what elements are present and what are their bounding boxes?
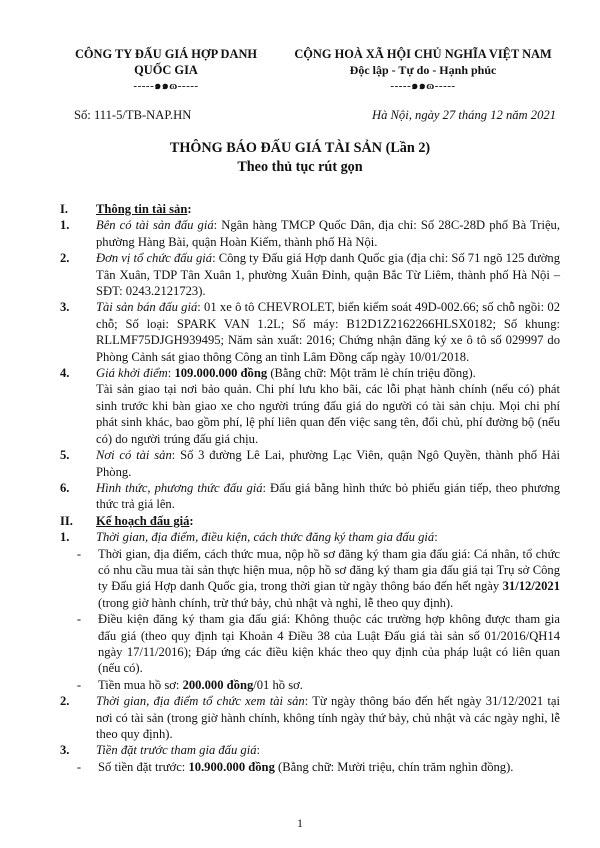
list-item: 1. Thời gian, địa điểm, điều kiện, cách thức đăng ký tham gia đấu giá: — [60, 530, 438, 545]
item-text: : Công ty Đấu giá Hợp danh Quốc gia (địa chỉ: Số 71 ngõ 125 đường Tân Xuân, TDP Tân Xuân 1, phường Xuân Đỉnh, quận Bắc Từ Liêm, thành phố Hà Nội – SĐT: 0243.2121723). — [96, 251, 560, 299]
section-number: I. — [60, 202, 69, 216]
page-number: 1 — [297, 816, 303, 830]
national-title: CỘNG HOÀ XÃ HỘI CHỦ NGHĨA VIỆT NAM — [294, 47, 552, 61]
company-name-line2: QUỐC GIA — [134, 63, 198, 77]
document-body — [60, 201, 560, 775]
section-number: II. — [60, 513, 73, 528]
item-label: Nơi có tài sản — [96, 448, 172, 463]
dash-item: - Thời gian, địa điểm, cách thức mua, nộp hồ sơ đăng ký tham gia đấu giá: Cá nhân, tổ chức có nhu cầu mua tài sản thực hiện mua, nộp hồ sơ đăng ký tham gia đấu giá tại Trụ sở Công ty Đấu giá Hợp danh Quốc gia, trong thời gian từ ngày thông báo đến hết ngày 31/12/2021 (trong giờ hành chính, trừ thứ bảy, chủ nhật và nghỉ, lễ theo quy định). — [60, 546, 560, 612]
item-text: : 01 xe ô tô CHEVROLET, biển kiểm soát 49D-002.66; số chỗ ngồi: 02 chỗ; Số loại: SPARK VAN 1.2L; Số máy: B12D1Z2162266HLSX0182; Số khung: RLLMF75DJGH939495; Năm sản xuất: 2016; Chứng nhận đăng ký xe ô tô số 029997 do Phòng Cảnh sát giao thông Công an tỉnh Lâm Đồng cấp ngày 10/01/2018. — [96, 300, 560, 364]
item-label: Giá khởi điểm — [96, 366, 168, 381]
item-text: : Ngân hàng TMCP Quốc Dân, địa chỉ: Số 28C-28D phố Bà Triệu, phường Hàng Bài, quận Hoàn Kiếm, thành phố Hà Nội. — [96, 218, 560, 249]
dash-marker: - — [76, 546, 82, 561]
section-heading-1: I. Thông tin tài sản: — [60, 202, 192, 216]
item-text: : Từ ngày thông báo đến hết ngày 31/12/2021 tại nơi có tài sản (trong giờ hành chính, không tính ngày thứ bảy, chủ nhật và các ngày nghỉ, lễ theo quy định). — [96, 694, 560, 741]
dash-item: - Tiền mua hồ sơ: 200.000 đồng/01 hồ sơ. — [60, 677, 560, 693]
dash-marker: - — [76, 759, 82, 774]
national-motto: Độc lập - Tự do - Hạnh phúc — [349, 63, 497, 77]
list-item: 5. Nơi có tài sản: Số 3 đường Lê Lai, phường Lạc Viên, quận Ngô Quyền, thành phố Hải Phòng. — [60, 448, 560, 479]
list-item: 2. Thời gian, địa điểm tổ chức xem tài sản: Từ ngày thông báo đến hết ngày 31/12/2021 tại nơi có tài sản (trong giờ hành chính, không tính ngày thứ bảy, chủ nhật và các ngày nghỉ, lễ theo quy định). — [60, 694, 560, 741]
title-main: THÔNG BÁO ĐẤU GIÁ TÀI SẢN (Lần 2) — [169, 140, 431, 156]
issue-date: Hà Nội, ngày 27 tháng 12 năm 2021 — [371, 108, 556, 122]
list-item: 3. Tiền đặt trước tham gia đấu giá: — [60, 743, 261, 758]
item-label: Thời gian, địa điểm, điều kiện, cách thức đăng ký tham gia đấu giá — [96, 530, 435, 545]
item-label: Thời gian, địa điểm tổ chức xem tài sản — [96, 694, 305, 709]
item-label: Tài sản bán đấu giá — [96, 300, 198, 315]
company-header — [58, 46, 274, 94]
section-title: Thông tin tài sản — [96, 202, 188, 216]
list-item: 1. Bên có tài sản đấu giá: Ngân hàng TMCP Quốc Dân, địa chỉ: Số 28C-28D phố Bà Triệu, phường Hàng Bài, quận Hoàn Kiếm, thành phố Hà Nội. — [60, 218, 560, 249]
document-title — [0, 139, 600, 177]
item-label: Hình thức, phương thức đấu giá — [96, 480, 263, 495]
reference-number: Số: 111-5/TB-NAP.HN — [74, 108, 192, 122]
item-label: Tiền đặt trước tham gia đấu giá — [96, 743, 257, 758]
dash-marker: - — [76, 612, 82, 627]
document-fee: 200.000 đồng — [182, 677, 254, 692]
dash-item — [60, 611, 560, 677]
section-title: Kế hoạch đấu giá — [96, 513, 190, 528]
list-item: 6. Hình thức, phương thức đấu giá: Đấu giá bằng hình thức bỏ phiếu gián tiếp, theo phương thức trả giá lên. — [60, 480, 560, 512]
deposit-amount: 10.900.000 đồng — [188, 759, 275, 774]
item-label: Đơn vị tổ chức đấu giá — [96, 251, 213, 266]
list-item: 3. Tài sản bán đấu giá: 01 xe ô tô CHEVROLET, biển kiểm soát 49D-002.66; số chỗ ngồi: 02 chỗ; Số loại: SPARK VAN 1.2L; Số máy: B12D1Z2162266HLSX0182; Số khung: RLLMF75DJGH939495; Năm sản xuất: 2016; Chứng nhận đăng ký xe ô tô số 029997 do Phòng Cảnh sát giao thông Công an tỉnh Lâm Đồng cấp ngày 10/01/2018. — [60, 300, 560, 364]
item-extra-text: Tài sản giao tại nơi bảo quản. Chi phí lưu kho bãi, các lỗi phạt hành chính (nếu có) phát sinh trước khi bàn giao xe cho người trúng đấu giá do người có tài sản chịu. Mọi chi phí phát sinh khác, bao gồm phí, lệ phí liên quan đến việc sang tên, đổi chủ, phí đường bộ (nếu có) do người trúng đấu giá chịu. — [96, 382, 560, 446]
list-item: 4. Giá khởi điểm: 109.000.000 đồng (Bằng chữ: Một trăm lẻ chín triệu đồng). Tài sản giao tại nơi bảo quản. Chi phí lưu kho bãi, các lỗi phạt hành chính (nếu có) phát sinh trước khi bàn giao xe cho người trúng đấu giá do người có tài sản chịu. Mọi chi phí phát sinh khác, bao gồm phí, lệ phí liên quan đến việc sang tên, đổi chủ, phí đường bộ (nếu có) do người trúng đấu giá chịu. — [60, 366, 560, 446]
item-text: : Đấu giá bằng hình thức bỏ phiếu gián tiếp, theo phương thức trả giá lên. — [96, 480, 560, 512]
national-header — [278, 46, 568, 94]
list-item: 2. Đơn vị tổ chức đấu giá: Công ty Đấu giá Hợp danh Quốc gia (địa chỉ: Số 71 ngõ 125 đường Tân Xuân, TDP Tân Xuân 1, phường Xuân Đỉnh, quận Bắc Từ Liêm, thành phố Hà Nội – SĐT: 0243.2121723). — [60, 251, 560, 299]
item-label: Bên có tài sản đấu giá — [96, 218, 214, 233]
starting-price: 109.000.000 đồng — [174, 366, 268, 381]
registration-deadline: 31/12/2021 — [502, 579, 560, 594]
section-heading-2: II. Kế hoạch đấu giá: — [60, 513, 194, 528]
dash-marker: - — [76, 677, 82, 692]
title-sub: Theo thủ tục rút gọn — [237, 159, 363, 175]
company-decoration: -----๑๑ɷ----- — [133, 80, 199, 92]
item-text: : Số 3 đường Lê Lai, phường Lạc Viên, quận Ngô Quyền, thành phố Hải Phòng. — [96, 448, 560, 479]
national-decoration: -----๑๑ɷ----- — [390, 80, 456, 92]
item-text: Điều kiện đăng ký tham gia đấu giá: Không thuộc các trường hợp không được tham gia đấu giá (theo quy định tại Khoản 4 Điều 38 của Luật Đấu giá tài sản số 01/2016/QH14 ngày 17/11/2016); Đáp ứng các điều kiện khác theo quy định của pháp luật có liên quan (nếu có). — [98, 612, 560, 676]
company-name-line1: CÔNG TY ĐẤU GIÁ HỢP DANH — [74, 47, 258, 61]
dash-item: - Số tiền đặt trước: 10.900.000 đồng (Bằng chữ: Mười triệu, chín trăm nghìn đồng). — [60, 759, 560, 775]
